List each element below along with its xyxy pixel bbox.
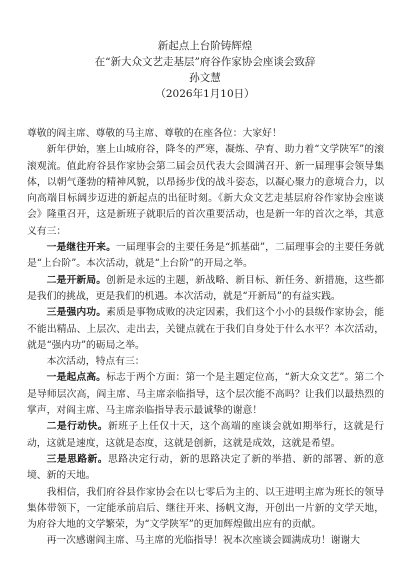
paragraph-opening: 新年伊始，塞上山城府谷，降冬的严寒，凝炼、孕育、助力着“文学陕军”的滚滚观流。值此府谷县作家协会第二届会员代表大会圆满召开、新一届理事会领导集体，以朝气蓬勃的精神风貌，以昂扬步伐的战斗姿态，以凝心聚力的意境合力，以向高端目标阔步迈进的新起点的出征时刻。《新大众文艺走基层府谷作家协会座谈会》隆重召开，这是新班子就职后的首次重要活动，也是新一年的首次之举，其意义有三： xyxy=(27,144,384,237)
paragraph-feature-2 xyxy=(27,419,384,452)
point-heading: 二是开新局。 xyxy=(46,274,107,286)
paragraph-significance-2 xyxy=(27,273,384,306)
paragraph-feature-3 xyxy=(27,452,384,485)
paragraph-closing: 再一次感谢阎主席、马主席的光临指导！祝本次座谈会圆满成功！谢谢大 xyxy=(46,535,361,547)
point-heading: 三是思路新。 xyxy=(46,453,109,465)
author-name: 孙文慧 xyxy=(189,72,221,84)
point-heading: 二是行动快。 xyxy=(46,421,109,433)
document-body xyxy=(27,126,384,550)
point-text: 标志于两个方面：第一个是主题定位高，“新大众文艺”。第二个是导师层次高，阎主席、马主席亲临指导，这个层次能不高吗？让我们以最热烈的掌声，对阎主席、马主席亲临指导表示最诚挚的谢意！ xyxy=(27,372,385,417)
document-title: 新起点上台阶铸辉煌 xyxy=(157,40,253,52)
paragraph-feature-1 xyxy=(27,370,384,419)
paragraph-outlook: 我相信，我们府谷县作家协会在以七零后为主的、以王进明主席为班长的领导集体带领下，一定能承前启后、继往开来、扬帆文海，开创出一片新的文学天地，为府谷大地的文学繁荣，为“文学陕军”的更加辉煌做出应有的贡献。 xyxy=(27,486,384,531)
paragraph-significance-3 xyxy=(27,305,384,354)
document-subtitle: 在“新大众文艺走基层”府谷作家协会座谈会致辞 xyxy=(94,56,316,68)
paragraph-significance-1 xyxy=(27,240,384,273)
paragraph-features-intro: 本次活动，特点有三： xyxy=(46,356,145,368)
point-heading: 一是起点高。 xyxy=(46,372,107,384)
point-text: 创新是永远的主题，新战略、新目标、新任务、新措施，这些都是我们的挑战，更是我们的机遇。本次活动，就是“开新局”的有益实践。 xyxy=(27,274,385,302)
point-text: 思路决定行动，新的思路决定了新的举措、新的部署、新的意境、新的天地。 xyxy=(27,453,385,482)
point-heading: 一是继往开来。 xyxy=(46,242,117,254)
document-date: （2026年1月10日） xyxy=(155,88,255,100)
point-text: 一届理事会的主要任务是“抓基础”，二届理事会的主要任务就是“上台阶”。本次活动，就是“上台阶”的开局之举。 xyxy=(27,242,384,270)
point-heading: 三是强内功。 xyxy=(46,307,107,319)
point-text: 新班子上任仅十天，这个高端的座谈会就如期举行，这就是行动，这就是速度，这就是态度，这就是创新，这就是成效，这就是希望。 xyxy=(27,421,385,449)
point-text: 素质是事物成败的决定因素，我们这个小小的县级作家协会，能不能出精品、上层次、走出去，关键点就在于我们自身处于什么水平？本次活动，就是“强内功”的砺局之举。 xyxy=(27,307,385,351)
document-header xyxy=(0,38,410,102)
salutation: 尊敬的阎主席、尊敬的马主席、尊敬的在座各位：大家好！ xyxy=(27,128,282,139)
